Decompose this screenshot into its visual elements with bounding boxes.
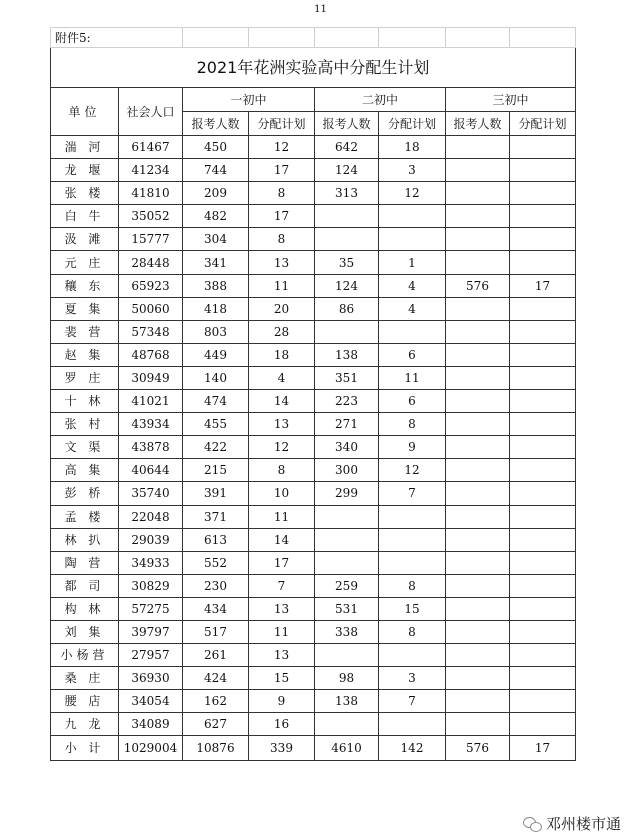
school1-quota-cell: 18	[249, 343, 315, 366]
school2-quota-cell: 18	[379, 136, 446, 159]
school3-applicants-cell	[446, 297, 510, 320]
table-row	[51, 366, 576, 389]
header-quota-3: 分配计划	[510, 112, 576, 136]
population-cell: 41234	[119, 159, 183, 182]
school2-applicants-cell: 340	[315, 436, 379, 459]
unit-name-cell: 赵 集	[51, 343, 119, 366]
school3-applicants-cell	[446, 667, 510, 690]
total-school2-applicants-cell: 4610	[315, 736, 379, 761]
unit-name-cell: 穰 东	[51, 274, 119, 297]
header-school1: 一初中	[183, 88, 315, 112]
unit-name-cell: 高 集	[51, 459, 119, 482]
unit-name-cell: 陶 营	[51, 551, 119, 574]
population-cell: 48768	[119, 343, 183, 366]
unit-name-cell: 林 扒	[51, 528, 119, 551]
school3-quota-cell	[510, 482, 576, 505]
table-row	[51, 436, 576, 459]
school3-applicants-cell	[446, 182, 510, 205]
school3-quota-cell	[510, 297, 576, 320]
unit-name-cell: 都 司	[51, 574, 119, 597]
school3-quota-cell	[510, 667, 576, 690]
school2-quota-cell	[379, 205, 446, 228]
school1-applicants-cell: 613	[183, 528, 249, 551]
population-cell: 34089	[119, 713, 183, 736]
school3-quota-cell	[510, 690, 576, 713]
table-row	[51, 597, 576, 620]
population-cell: 41810	[119, 182, 183, 205]
wechat-icon	[523, 817, 541, 831]
population-cell: 43934	[119, 413, 183, 436]
header-quota-2: 分配计划	[379, 112, 446, 136]
total-row	[51, 736, 576, 761]
school3-applicants-cell	[446, 228, 510, 251]
school3-applicants-cell	[446, 205, 510, 228]
school1-applicants-cell: 803	[183, 320, 249, 343]
grid-cell	[183, 28, 249, 48]
school1-applicants-cell: 371	[183, 505, 249, 528]
table-row	[51, 551, 576, 574]
table-row	[51, 482, 576, 505]
school1-quota-cell: 7	[249, 574, 315, 597]
header-population: 社会人口	[119, 88, 183, 136]
school3-quota-cell	[510, 228, 576, 251]
school2-quota-cell	[379, 528, 446, 551]
school2-quota-cell: 15	[379, 597, 446, 620]
school1-applicants-cell: 230	[183, 574, 249, 597]
table-row	[51, 644, 576, 667]
school1-quota-cell: 17	[249, 159, 315, 182]
school2-quota-cell: 8	[379, 620, 446, 643]
school3-quota-cell	[510, 159, 576, 182]
population-cell: 34054	[119, 690, 183, 713]
school1-quota-cell: 11	[249, 274, 315, 297]
school3-applicants-cell	[446, 390, 510, 413]
school2-quota-cell: 7	[379, 482, 446, 505]
population-cell: 30829	[119, 574, 183, 597]
school3-quota-cell	[510, 620, 576, 643]
school1-quota-cell: 12	[249, 136, 315, 159]
school2-applicants-cell	[315, 644, 379, 667]
school3-applicants-cell	[446, 713, 510, 736]
total-school3-quota-cell: 17	[510, 736, 576, 761]
school2-quota-cell: 8	[379, 413, 446, 436]
school3-applicants-cell	[446, 343, 510, 366]
school2-applicants-cell: 35	[315, 251, 379, 274]
population-cell: 50060	[119, 297, 183, 320]
school1-quota-cell: 10	[249, 482, 315, 505]
school2-applicants-cell: 313	[315, 182, 379, 205]
school1-applicants-cell: 261	[183, 644, 249, 667]
total-school2-quota-cell: 142	[379, 736, 446, 761]
school1-applicants-cell: 482	[183, 205, 249, 228]
school2-quota-cell: 12	[379, 182, 446, 205]
school2-quota-cell	[379, 320, 446, 343]
header-applicants-2: 报考人数	[315, 112, 379, 136]
table-row	[51, 343, 576, 366]
school2-applicants-cell	[315, 320, 379, 343]
grid-cell	[379, 28, 446, 48]
school1-quota-cell: 17	[249, 551, 315, 574]
population-cell: 28448	[119, 251, 183, 274]
population-cell: 35052	[119, 205, 183, 228]
school2-quota-cell	[379, 713, 446, 736]
school3-applicants-cell	[446, 551, 510, 574]
school3-quota-cell	[510, 390, 576, 413]
unit-name-cell: 文 渠	[51, 436, 119, 459]
table-row	[51, 667, 576, 690]
population-cell: 15777	[119, 228, 183, 251]
school2-applicants-cell: 338	[315, 620, 379, 643]
school1-quota-cell: 17	[249, 205, 315, 228]
unit-name-cell: 腰 店	[51, 690, 119, 713]
table-row	[51, 182, 576, 205]
population-cell: 41021	[119, 390, 183, 413]
school3-applicants-cell	[446, 159, 510, 182]
total-school1-quota-cell: 339	[249, 736, 315, 761]
school3-quota-cell	[510, 436, 576, 459]
table-row	[51, 251, 576, 274]
school2-applicants-cell	[315, 713, 379, 736]
table-row	[51, 505, 576, 528]
table-row	[51, 690, 576, 713]
unit-name-cell: 九 龙	[51, 713, 119, 736]
school1-quota-cell: 20	[249, 297, 315, 320]
school2-quota-cell	[379, 505, 446, 528]
total-school3-applicants-cell: 576	[446, 736, 510, 761]
school1-quota-cell: 14	[249, 528, 315, 551]
school3-applicants-cell	[446, 436, 510, 459]
school1-applicants-cell: 215	[183, 459, 249, 482]
school3-quota-cell	[510, 205, 576, 228]
school3-applicants-cell	[446, 136, 510, 159]
school1-quota-cell: 11	[249, 505, 315, 528]
school3-quota-cell	[510, 574, 576, 597]
unit-name-cell: 张 楼	[51, 182, 119, 205]
school1-quota-cell: 4	[249, 366, 315, 389]
school1-applicants-cell: 391	[183, 482, 249, 505]
unit-name-cell: 裴 营	[51, 320, 119, 343]
school2-applicants-cell: 86	[315, 297, 379, 320]
school1-quota-cell: 11	[249, 620, 315, 643]
school2-quota-cell	[379, 228, 446, 251]
population-cell: 27957	[119, 644, 183, 667]
school1-applicants-cell: 422	[183, 436, 249, 459]
table-row	[51, 459, 576, 482]
school1-quota-cell: 13	[249, 597, 315, 620]
table-row	[51, 413, 576, 436]
table-row	[51, 620, 576, 643]
school1-quota-cell: 14	[249, 390, 315, 413]
allocation-table	[50, 27, 576, 761]
school3-applicants-cell	[446, 251, 510, 274]
school3-applicants-cell	[446, 482, 510, 505]
school2-quota-cell: 1	[379, 251, 446, 274]
school2-quota-cell	[379, 644, 446, 667]
school3-quota-cell	[510, 413, 576, 436]
school2-applicants-cell	[315, 228, 379, 251]
school3-quota-cell	[510, 713, 576, 736]
school2-applicants-cell	[315, 505, 379, 528]
unit-name-cell: 张 村	[51, 413, 119, 436]
school3-quota-cell	[510, 459, 576, 482]
school2-quota-cell: 7	[379, 690, 446, 713]
school2-applicants-cell	[315, 205, 379, 228]
school3-applicants-cell	[446, 528, 510, 551]
unit-name-cell: 汲 滩	[51, 228, 119, 251]
unit-name-cell: 孟 楼	[51, 505, 119, 528]
school1-applicants-cell: 552	[183, 551, 249, 574]
grid-cell	[249, 28, 315, 48]
school3-quota-cell	[510, 320, 576, 343]
school3-quota-cell	[510, 644, 576, 667]
school3-quota-cell	[510, 528, 576, 551]
school3-quota-cell	[510, 251, 576, 274]
population-cell: 65923	[119, 274, 183, 297]
total-school1-applicants-cell: 10876	[183, 736, 249, 761]
school2-applicants-cell	[315, 551, 379, 574]
school2-applicants-cell: 98	[315, 667, 379, 690]
school1-applicants-cell: 140	[183, 366, 249, 389]
school3-applicants-cell	[446, 320, 510, 343]
unit-name-cell: 湍 河	[51, 136, 119, 159]
school1-quota-cell: 8	[249, 182, 315, 205]
school1-quota-cell: 15	[249, 667, 315, 690]
population-cell: 57275	[119, 597, 183, 620]
school1-applicants-cell: 450	[183, 136, 249, 159]
school2-applicants-cell: 138	[315, 343, 379, 366]
unit-name-cell: 元 庄	[51, 251, 119, 274]
school1-quota-cell: 16	[249, 713, 315, 736]
school2-applicants-cell: 223	[315, 390, 379, 413]
header-school2: 二初中	[315, 88, 446, 112]
table-row	[51, 574, 576, 597]
school3-quota-cell	[510, 551, 576, 574]
school1-quota-cell: 13	[249, 251, 315, 274]
school1-quota-cell: 8	[249, 228, 315, 251]
school1-applicants-cell: 162	[183, 690, 249, 713]
table-title: 2021年花洲实验高中分配生计划	[51, 48, 576, 88]
school3-quota-cell	[510, 366, 576, 389]
unit-name-cell: 白 牛	[51, 205, 119, 228]
school1-quota-cell: 13	[249, 413, 315, 436]
school1-quota-cell: 12	[249, 436, 315, 459]
population-cell: 43878	[119, 436, 183, 459]
school1-applicants-cell: 388	[183, 274, 249, 297]
school1-applicants-cell: 434	[183, 597, 249, 620]
school2-applicants-cell: 300	[315, 459, 379, 482]
table-row	[51, 528, 576, 551]
population-cell: 29039	[119, 528, 183, 551]
school1-applicants-cell: 517	[183, 620, 249, 643]
grid-cell	[510, 28, 576, 48]
school3-applicants-cell: 576	[446, 274, 510, 297]
unit-name-cell: 彭 桥	[51, 482, 119, 505]
school2-quota-cell: 11	[379, 366, 446, 389]
school3-applicants-cell	[446, 366, 510, 389]
total-population-cell: 1029004	[119, 736, 183, 761]
school1-applicants-cell: 627	[183, 713, 249, 736]
school3-quota-cell	[510, 343, 576, 366]
school2-quota-cell: 3	[379, 667, 446, 690]
table-row	[51, 205, 576, 228]
school3-applicants-cell	[446, 690, 510, 713]
population-cell: 36930	[119, 667, 183, 690]
school2-applicants-cell: 124	[315, 274, 379, 297]
unit-name-cell: 刘 集	[51, 620, 119, 643]
school3-applicants-cell	[446, 413, 510, 436]
school2-quota-cell: 12	[379, 459, 446, 482]
population-cell: 39797	[119, 620, 183, 643]
school1-applicants-cell: 455	[183, 413, 249, 436]
header-unit: 单位	[51, 88, 119, 136]
school2-quota-cell	[379, 551, 446, 574]
school2-applicants-cell: 642	[315, 136, 379, 159]
school1-applicants-cell: 424	[183, 667, 249, 690]
school1-applicants-cell: 341	[183, 251, 249, 274]
school1-applicants-cell: 304	[183, 228, 249, 251]
school2-applicants-cell: 138	[315, 690, 379, 713]
school2-applicants-cell: 259	[315, 574, 379, 597]
unit-name-cell: 构 林	[51, 597, 119, 620]
population-cell: 57348	[119, 320, 183, 343]
school1-applicants-cell: 474	[183, 390, 249, 413]
school3-applicants-cell	[446, 644, 510, 667]
unit-name-cell: 小杨营	[51, 644, 119, 667]
watermark-text: 邓州楼市通	[545, 815, 621, 833]
school3-quota-cell: 17	[510, 274, 576, 297]
school2-quota-cell: 4	[379, 274, 446, 297]
school2-applicants-cell: 531	[315, 597, 379, 620]
table-row	[51, 297, 576, 320]
school3-applicants-cell	[446, 574, 510, 597]
school3-quota-cell	[510, 182, 576, 205]
school1-applicants-cell: 209	[183, 182, 249, 205]
school3-applicants-cell	[446, 597, 510, 620]
table-row	[51, 320, 576, 343]
table-row	[51, 390, 576, 413]
total-unit-name-cell: 小 计	[51, 736, 119, 761]
school2-applicants-cell	[315, 528, 379, 551]
watermark	[519, 811, 625, 836]
header-applicants-3: 报考人数	[446, 112, 510, 136]
school3-quota-cell	[510, 505, 576, 528]
school2-quota-cell: 4	[379, 297, 446, 320]
table-row	[51, 274, 576, 297]
unit-name-cell: 夏 集	[51, 297, 119, 320]
school2-applicants-cell: 124	[315, 159, 379, 182]
population-cell: 22048	[119, 505, 183, 528]
school1-quota-cell: 13	[249, 644, 315, 667]
unit-name-cell: 龙 堰	[51, 159, 119, 182]
table-row	[51, 159, 576, 182]
unit-name-cell: 桑 庄	[51, 667, 119, 690]
school2-applicants-cell: 299	[315, 482, 379, 505]
grid-cell	[446, 28, 510, 48]
school3-applicants-cell	[446, 459, 510, 482]
unit-name-cell: 罗 庄	[51, 366, 119, 389]
school2-applicants-cell: 271	[315, 413, 379, 436]
header-applicants-1: 报考人数	[183, 112, 249, 136]
header-quota-1: 分配计划	[249, 112, 315, 136]
school2-quota-cell: 8	[379, 574, 446, 597]
table-row	[51, 713, 576, 736]
page-number: 11	[314, 4, 327, 15]
school1-applicants-cell: 449	[183, 343, 249, 366]
header-school3: 三初中	[446, 88, 576, 112]
school1-applicants-cell: 744	[183, 159, 249, 182]
population-cell: 34933	[119, 551, 183, 574]
grid-cell	[315, 28, 379, 48]
school2-quota-cell: 9	[379, 436, 446, 459]
table-row	[51, 136, 576, 159]
unit-name-cell: 十 林	[51, 390, 119, 413]
population-cell: 61467	[119, 136, 183, 159]
school1-quota-cell: 8	[249, 459, 315, 482]
school2-applicants-cell: 351	[315, 366, 379, 389]
annex-label: 附件5:	[51, 28, 183, 48]
school3-applicants-cell	[446, 620, 510, 643]
population-cell: 35740	[119, 482, 183, 505]
population-cell: 30949	[119, 366, 183, 389]
school2-quota-cell: 6	[379, 343, 446, 366]
school3-quota-cell	[510, 136, 576, 159]
population-cell: 40644	[119, 459, 183, 482]
school2-quota-cell: 3	[379, 159, 446, 182]
school1-applicants-cell: 418	[183, 297, 249, 320]
school3-quota-cell	[510, 597, 576, 620]
school1-quota-cell: 9	[249, 690, 315, 713]
school2-quota-cell: 6	[379, 390, 446, 413]
table-row	[51, 228, 576, 251]
school1-quota-cell: 28	[249, 320, 315, 343]
school3-applicants-cell	[446, 505, 510, 528]
